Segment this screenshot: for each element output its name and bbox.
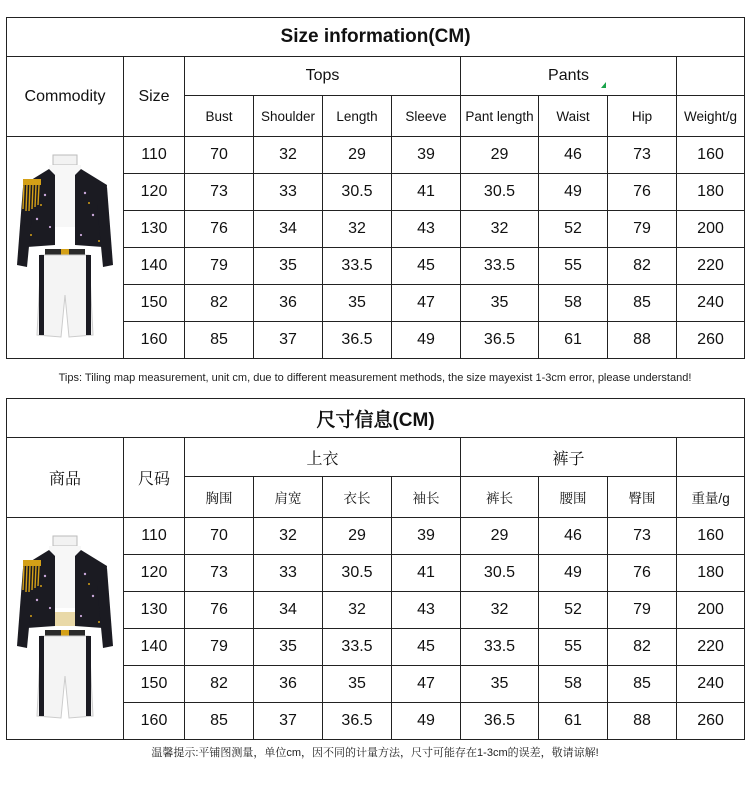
table-cell: 30.5 bbox=[461, 174, 539, 211]
table-cell: 180 bbox=[677, 174, 745, 211]
table-cell: 82 bbox=[608, 248, 677, 285]
table-cell: 160 bbox=[677, 518, 745, 555]
table-cell: 88 bbox=[608, 703, 677, 740]
table-cell: 73 bbox=[185, 174, 254, 211]
table-cell: 73 bbox=[608, 518, 677, 555]
table-cell: 49 bbox=[392, 703, 461, 740]
empty-header-cell bbox=[677, 57, 745, 96]
table-cell: 82 bbox=[185, 285, 254, 322]
table-cell: 34 bbox=[254, 211, 323, 248]
column-header: Pant length bbox=[461, 96, 539, 137]
table-cell: 35 bbox=[254, 248, 323, 285]
column-header: Sleeve bbox=[392, 96, 461, 137]
table-cell: 41 bbox=[392, 555, 461, 592]
table-cell: 150 bbox=[124, 666, 185, 703]
table-cell: 79 bbox=[185, 248, 254, 285]
table-cell: 79 bbox=[608, 211, 677, 248]
table-cell: 33.5 bbox=[323, 248, 392, 285]
table-cell: 32 bbox=[323, 592, 392, 629]
table-cell: 37 bbox=[254, 322, 323, 359]
table-cell: 160 bbox=[124, 703, 185, 740]
column-header: 肩宽 bbox=[254, 477, 323, 518]
table-cell: 58 bbox=[539, 666, 608, 703]
table-cell: 39 bbox=[392, 518, 461, 555]
table-cell: 36.5 bbox=[323, 703, 392, 740]
size-table-en bbox=[6, 17, 745, 359]
table-cell: 32 bbox=[254, 137, 323, 174]
table-cell: 76 bbox=[185, 211, 254, 248]
table-cell: 82 bbox=[608, 629, 677, 666]
table-cell: 46 bbox=[539, 137, 608, 174]
size-header: 尺码 bbox=[124, 438, 185, 518]
table-cell: 33 bbox=[254, 174, 323, 211]
table-cell: 43 bbox=[392, 211, 461, 248]
table-cell: 45 bbox=[392, 248, 461, 285]
table-cell: 82 bbox=[185, 666, 254, 703]
table-cell: 200 bbox=[677, 592, 745, 629]
table-cell: 160 bbox=[124, 322, 185, 359]
table-cell: 76 bbox=[608, 174, 677, 211]
empty-header-cell bbox=[677, 438, 745, 477]
table-cell: 35 bbox=[461, 285, 539, 322]
table-cell: 140 bbox=[124, 629, 185, 666]
table-cell: 41 bbox=[392, 174, 461, 211]
table-cell: 120 bbox=[124, 174, 185, 211]
product-image bbox=[7, 518, 124, 740]
table-cell: 79 bbox=[185, 629, 254, 666]
table-cell: 32 bbox=[254, 518, 323, 555]
table-cell: 240 bbox=[677, 666, 745, 703]
table-cell: 85 bbox=[185, 322, 254, 359]
tip-text-en: Tips: Tiling map measurement, unit cm, due to different measurement methods, the size mayexist 1-3cm error, please understand! bbox=[58, 372, 692, 384]
table-cell: 220 bbox=[677, 248, 745, 285]
column-header: Weight/g bbox=[677, 96, 745, 137]
table-cell: 73 bbox=[185, 555, 254, 592]
table-cell: 29 bbox=[461, 137, 539, 174]
table-cell: 36.5 bbox=[461, 322, 539, 359]
table-cell: 32 bbox=[461, 592, 539, 629]
table-cell: 110 bbox=[124, 137, 185, 174]
tops-group-header: 上衣 bbox=[185, 438, 461, 477]
table-cell: 140 bbox=[124, 248, 185, 285]
table-cell: 61 bbox=[539, 703, 608, 740]
table-cell: 220 bbox=[677, 629, 745, 666]
table-cell: 85 bbox=[185, 703, 254, 740]
tops-group-header: Tops bbox=[185, 57, 461, 96]
table-cell: 47 bbox=[392, 666, 461, 703]
table-cell: 73 bbox=[608, 137, 677, 174]
table-cell: 32 bbox=[323, 211, 392, 248]
column-header: 腰围 bbox=[539, 477, 608, 518]
table-cell: 32 bbox=[461, 211, 539, 248]
table-row bbox=[7, 137, 745, 174]
table-cell: 30.5 bbox=[461, 555, 539, 592]
commodity-header: Commodity bbox=[7, 57, 124, 137]
column-header: Waist bbox=[539, 96, 608, 137]
product-image bbox=[7, 137, 124, 359]
table-cell: 37 bbox=[254, 703, 323, 740]
table-cell: 30.5 bbox=[323, 555, 392, 592]
table-cell: 70 bbox=[185, 137, 254, 174]
table-cell: 46 bbox=[539, 518, 608, 555]
column-header: 臀围 bbox=[608, 477, 677, 518]
table-cell: 35 bbox=[323, 666, 392, 703]
table-cell: 260 bbox=[677, 322, 745, 359]
table-title: 尺寸信息(CM) bbox=[7, 399, 745, 438]
table-cell: 35 bbox=[323, 285, 392, 322]
table-cell: 35 bbox=[254, 629, 323, 666]
column-header: 重量/g bbox=[677, 477, 745, 518]
table-cell: 120 bbox=[124, 555, 185, 592]
table-cell: 52 bbox=[539, 211, 608, 248]
table-cell: 240 bbox=[677, 285, 745, 322]
table-cell: 85 bbox=[608, 285, 677, 322]
table-cell: 29 bbox=[323, 137, 392, 174]
table-cell: 58 bbox=[539, 285, 608, 322]
table-cell: 76 bbox=[185, 592, 254, 629]
column-header: 衣长 bbox=[323, 477, 392, 518]
commodity-header: 商品 bbox=[7, 438, 124, 518]
column-header: Shoulder bbox=[254, 96, 323, 137]
table-cell: 110 bbox=[124, 518, 185, 555]
table-cell: 29 bbox=[461, 518, 539, 555]
costume-photo-icon bbox=[15, 145, 115, 350]
table-cell: 180 bbox=[677, 555, 745, 592]
size-chart-sheet bbox=[6, 17, 744, 766]
table-cell: 33.5 bbox=[461, 248, 539, 285]
table-cell: 55 bbox=[539, 248, 608, 285]
table-cell: 200 bbox=[677, 211, 745, 248]
table-cell: 45 bbox=[392, 629, 461, 666]
pants-group-header: 裤子 bbox=[461, 438, 677, 477]
table-row bbox=[7, 518, 745, 555]
table-cell: 130 bbox=[124, 592, 185, 629]
table-cell: 49 bbox=[392, 322, 461, 359]
table-cell: 55 bbox=[539, 629, 608, 666]
table-cell: 36 bbox=[254, 285, 323, 322]
table-cell: 88 bbox=[608, 322, 677, 359]
table-cell: 150 bbox=[124, 285, 185, 322]
column-header: Hip bbox=[608, 96, 677, 137]
table-cell: 52 bbox=[539, 592, 608, 629]
table-cell: 160 bbox=[677, 137, 745, 174]
column-header: Bust bbox=[185, 96, 254, 137]
table-cell: 49 bbox=[539, 174, 608, 211]
column-header: 胸围 bbox=[185, 477, 254, 518]
table-cell: 35 bbox=[461, 666, 539, 703]
table-cell: 70 bbox=[185, 518, 254, 555]
table-cell: 36.5 bbox=[461, 703, 539, 740]
table-cell: 130 bbox=[124, 211, 185, 248]
size-table-cn bbox=[6, 398, 745, 740]
table-cell: 36.5 bbox=[323, 322, 392, 359]
size-header: Size bbox=[124, 57, 185, 137]
table-cell: 33 bbox=[254, 555, 323, 592]
tip-text-cn: 温馨提示:平铺图测量，单位cm，因不同的计量方法，尺寸可能存在1-3cm的误差，敬请谅解! bbox=[151, 747, 599, 759]
table-cell: 76 bbox=[608, 555, 677, 592]
table-cell: 47 bbox=[392, 285, 461, 322]
table-cell: 79 bbox=[608, 592, 677, 629]
table-cell: 34 bbox=[254, 592, 323, 629]
column-header: Length bbox=[323, 96, 392, 137]
table-cell: 39 bbox=[392, 137, 461, 174]
table-cell: 29 bbox=[323, 518, 392, 555]
table-cell: 260 bbox=[677, 703, 745, 740]
column-header: 袖长 bbox=[392, 477, 461, 518]
table-cell: 49 bbox=[539, 555, 608, 592]
table-cell: 36 bbox=[254, 666, 323, 703]
table-cell: 85 bbox=[608, 666, 677, 703]
costume-photo-icon bbox=[15, 526, 115, 731]
table-cell: 33.5 bbox=[461, 629, 539, 666]
table-cell: 33.5 bbox=[323, 629, 392, 666]
table-cell: 43 bbox=[392, 592, 461, 629]
table-cell: 30.5 bbox=[323, 174, 392, 211]
column-header: 裤长 bbox=[461, 477, 539, 518]
table-title: Size information(CM) bbox=[7, 18, 745, 57]
table-cell: 61 bbox=[539, 322, 608, 359]
pants-group-header: Pants bbox=[461, 57, 677, 96]
